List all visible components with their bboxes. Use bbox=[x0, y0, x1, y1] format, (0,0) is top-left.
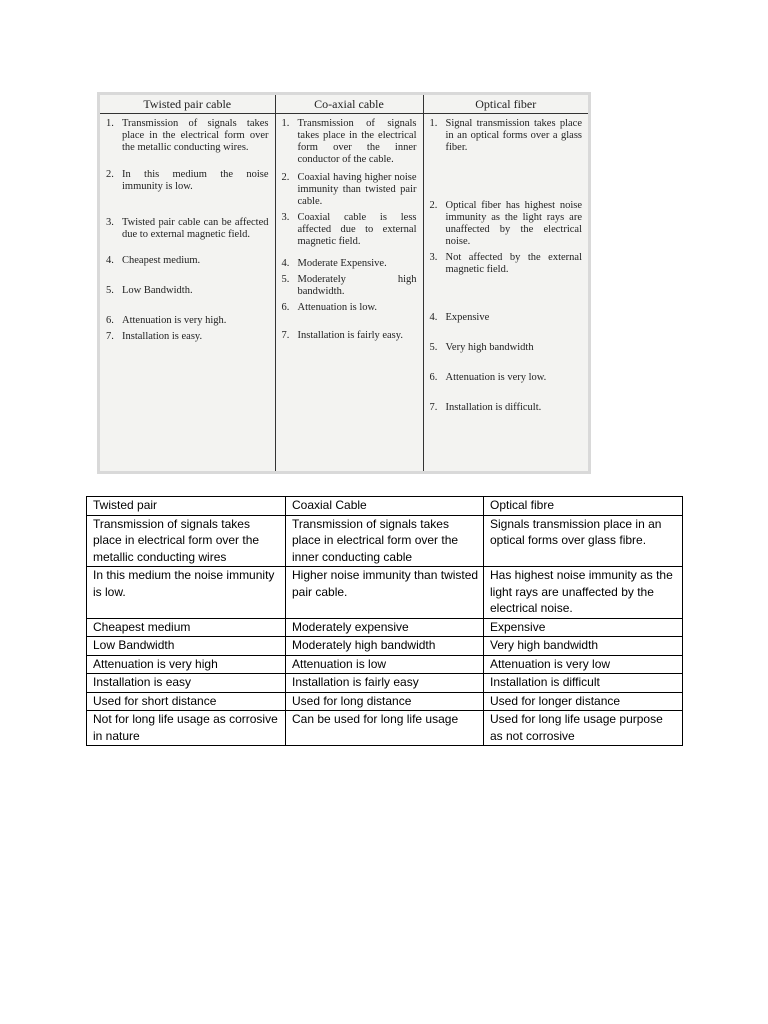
scanned-comparison-table bbox=[100, 95, 588, 471]
table-cell: Used for long life usage purpose as not corrosive bbox=[484, 711, 683, 746]
table-cell: Expensive bbox=[484, 618, 683, 637]
scanned-column-coaxial bbox=[275, 114, 423, 472]
scanned-column-optical bbox=[423, 114, 588, 472]
table-cell: Transmission of signals takes place in electrical form over the inner conducting cable bbox=[286, 515, 484, 567]
scanned-item: 5. Very high bandwidth bbox=[429, 342, 534, 353]
scanned-item: 4. Cheapest medium. bbox=[106, 255, 201, 266]
table-cell: Moderately expensive bbox=[286, 618, 484, 637]
typed-header-optical: Optical fibre bbox=[484, 497, 683, 516]
scanned-item: 7. Installation is easy. bbox=[106, 331, 203, 342]
scanned-item: 5. Moderately high bandwidth. bbox=[281, 274, 417, 297]
scanned-item: 7. Installation is fairly easy. bbox=[281, 330, 403, 341]
table-cell: Cheapest medium bbox=[87, 618, 286, 637]
table-cell: Installation is fairly easy bbox=[286, 674, 484, 693]
scanned-item: 4. Moderate Expensive. bbox=[281, 258, 387, 269]
scanned-header-twisted-pair: Twisted pair cable bbox=[100, 95, 275, 114]
scanned-column-twisted-pair bbox=[100, 114, 275, 472]
table-cell: Used for long distance bbox=[286, 692, 484, 711]
scanned-item: 3. Twisted pair cable can be affected due to external magnetic field. bbox=[106, 217, 269, 240]
scanned-item: 3. Not affected by the external magnetic field. bbox=[429, 252, 582, 275]
table-cell: Signals transmission place in an optical forms over glass fibre. bbox=[484, 515, 683, 567]
table-cell: Attenuation is low bbox=[286, 655, 484, 674]
table-cell: Very high bandwidth bbox=[484, 637, 683, 656]
typed-header-row bbox=[87, 497, 683, 516]
table-row bbox=[87, 711, 683, 746]
scanned-header-row bbox=[100, 95, 588, 114]
table-cell: Attenuation is very high bbox=[87, 655, 286, 674]
scanned-item: 1. Signal transmission takes place in an optical forms over a glass fiber. bbox=[429, 118, 582, 153]
scanned-header-coaxial: Co-axial cable bbox=[275, 95, 423, 114]
table-cell: Used for short distance bbox=[87, 692, 286, 711]
table-row bbox=[87, 692, 683, 711]
table-cell: Not for long life usage as corrosive in nature bbox=[87, 711, 286, 746]
table-cell: Low Bandwidth bbox=[87, 637, 286, 656]
scanned-item: 2. Coaxial having higher noise immunity than twisted pair cable. bbox=[281, 172, 417, 207]
table-cell: Used for longer distance bbox=[484, 692, 683, 711]
table-cell: Installation is difficult bbox=[484, 674, 683, 693]
scanned-item: 5. Low Bandwidth. bbox=[106, 285, 193, 296]
table-cell: Higher noise immunity than twisted pair cable. bbox=[286, 567, 484, 619]
scanned-item: 1. Transmission of signals takes place in the electrical form over the metallic conducting wires. bbox=[106, 118, 269, 153]
table-row bbox=[87, 618, 683, 637]
scanned-item: 4. Expensive bbox=[429, 312, 490, 323]
scanned-item: 6. Attenuation is low. bbox=[281, 302, 378, 313]
typed-header-coaxial: Coaxial Cable bbox=[286, 497, 484, 516]
table-row bbox=[87, 674, 683, 693]
table-cell: In this medium the noise immunity is low. bbox=[87, 567, 286, 619]
scanned-item: 2. In this medium the noise immunity is low. bbox=[106, 169, 269, 192]
table-row bbox=[87, 637, 683, 656]
table-cell: Can be used for long life usage bbox=[286, 711, 484, 746]
scanned-item: 6. Attenuation is very low. bbox=[429, 372, 547, 383]
scanned-item: 1. Transmission of signals takes place in the electrical form over the inner conductor of the cable. bbox=[281, 118, 417, 165]
scanned-item: 3. Coaxial cable is less affected due to external magnetic field. bbox=[281, 212, 417, 247]
scanned-comparison-image bbox=[97, 92, 591, 474]
table-cell: Transmission of signals takes place in electrical form over the metallic conducting wires bbox=[87, 515, 286, 567]
table-row bbox=[87, 515, 683, 567]
table-cell: Attenuation is very low bbox=[484, 655, 683, 674]
typed-comparison-table bbox=[86, 496, 683, 746]
scanned-header-optical: Optical fiber bbox=[423, 95, 588, 114]
typed-header-twisted-pair: Twisted pair bbox=[87, 497, 286, 516]
typed-comparison-section bbox=[86, 496, 682, 746]
scanned-item: 7. Installation is difficult. bbox=[429, 402, 542, 413]
table-cell: Installation is easy bbox=[87, 674, 286, 693]
scanned-item: 2. Optical fiber has highest noise immunity as the light rays are unaffected by the electrical noise. bbox=[429, 200, 582, 247]
scanned-body-row bbox=[100, 114, 588, 472]
scanned-item: 6. Attenuation is very high. bbox=[106, 315, 227, 326]
table-cell: Has highest noise immunity as the light rays are unaffected by the electrical noise. bbox=[484, 567, 683, 619]
table-cell: Moderately high bandwidth bbox=[286, 637, 484, 656]
table-row bbox=[87, 655, 683, 674]
table-row bbox=[87, 567, 683, 619]
